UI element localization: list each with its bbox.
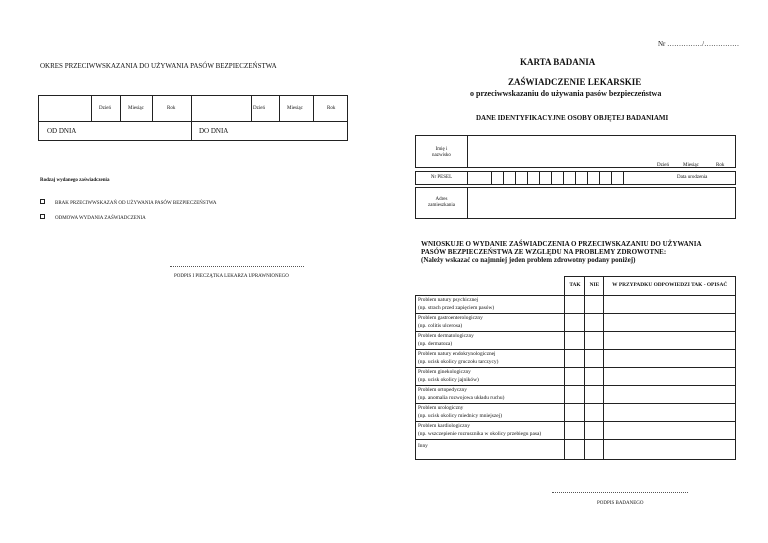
yes-cell[interactable]	[565, 422, 585, 440]
certificate-title: ZAŚWIADCZENIE LEKARSKIE	[508, 77, 642, 87]
request-line3: (Należy wskazać co najmniej jeden problem zdrowotny podany poniżej)	[421, 256, 636, 264]
address-label-line1: Adres	[435, 197, 448, 202]
table-row	[416, 440, 736, 460]
option-refusal-label: ODMOWA WYDANIA ZAŚWIADCZENIA	[55, 216, 146, 221]
period-day-label: Dzień	[99, 106, 111, 111]
health-problems-table	[415, 276, 736, 460]
checkbox-icon[interactable]	[40, 199, 45, 204]
table-row	[416, 296, 736, 314]
pesel-label: Nr PESEL	[430, 175, 453, 180]
problem-title: Problem gastroenterologiczny	[418, 315, 483, 321]
description-cell[interactable]	[604, 440, 736, 460]
description-cell[interactable]	[604, 314, 736, 332]
yes-cell[interactable]	[565, 368, 585, 386]
problem-title: Problem kardiologiczny	[418, 423, 470, 429]
table-header-row	[416, 277, 736, 296]
description-cell[interactable]	[604, 332, 736, 350]
pesel-field[interactable]	[415, 171, 736, 185]
certificate-subtitle: o przeciwwskazaniu do używania pasów bezpieczeństwa	[470, 89, 662, 98]
table-row	[416, 368, 736, 386]
problem-cell	[416, 440, 565, 460]
table-row	[416, 314, 736, 332]
patient-signature-label: PODPIS BADANEGO	[597, 501, 644, 506]
table-row	[416, 350, 736, 368]
birth-date-label: Data urodzenia	[677, 175, 708, 180]
no-cell[interactable]	[585, 296, 604, 314]
address-label-line2: zamieszkania	[428, 203, 455, 208]
yes-cell[interactable]	[565, 404, 585, 422]
table-row	[416, 332, 736, 350]
description-cell[interactable]	[604, 296, 736, 314]
document-number: Nr ……………/……………	[658, 40, 740, 48]
from-date-label: OD DNIA	[47, 127, 77, 135]
to-date-label: DO DNIA	[199, 127, 229, 135]
yes-cell[interactable]	[565, 386, 585, 404]
problem-cell	[416, 350, 565, 368]
left-title: OKRES PRZECIWWSKAZANIA DO UŻYWANIA PASÓW BEZPIECZEŃSTWA	[40, 62, 277, 70]
problem-example: (np. colitis ulcerosa)	[418, 322, 463, 329]
problem-example: (np. ucisk okolicy gruczołu tarczycy)	[418, 358, 499, 365]
header-empty	[416, 277, 565, 296]
problem-example: (np. ucisk okolicy jajników)	[418, 376, 479, 383]
problem-title: Problem urologiczny	[418, 405, 464, 411]
problem-cell	[416, 332, 565, 350]
period-box	[38, 95, 348, 141]
problem-example: (np. anomalia rozwojowa układu ruchu)	[418, 394, 505, 401]
header-yes: TAK	[565, 277, 585, 296]
yes-cell[interactable]	[565, 314, 585, 332]
problem-example: (np. dermatoza)	[418, 340, 453, 347]
request-line1: WNIOSKUJE O WYDANIE ZAŚWIADCZENIA O PRZECIWSKAZANIU DO UŻYWANIA	[421, 240, 702, 248]
no-cell[interactable]	[585, 332, 604, 350]
no-cell[interactable]	[585, 422, 604, 440]
period-year-label-2: Rok	[327, 106, 336, 111]
identity-title: DANE IDENTYFIKACYJNE OSOBY OBJĘTEJ BADANIAMI	[476, 114, 669, 122]
problem-title: Inny	[418, 443, 428, 449]
no-cell[interactable]	[585, 386, 604, 404]
period-month-label: Miesiąc	[128, 106, 144, 111]
description-cell[interactable]	[604, 350, 736, 368]
problem-cell	[416, 386, 565, 404]
yes-cell[interactable]	[565, 296, 585, 314]
name-label-line2: nazwisko	[432, 153, 451, 158]
problem-cell	[416, 368, 565, 386]
checkbox-icon[interactable]	[40, 214, 45, 219]
description-cell[interactable]	[604, 368, 736, 386]
problem-cell	[416, 296, 565, 314]
problem-example: (np. ucisk okolicy miednicy mniejszej)	[418, 412, 502, 419]
request-line2: PASÓW BEZPIECZEŃSTWA ZE WZGLĘDU NA PROBLEMY ZDROWOTNE:	[421, 248, 667, 256]
description-cell[interactable]	[604, 404, 736, 422]
description-cell[interactable]	[604, 422, 736, 440]
period-year-label: Rok	[167, 106, 176, 111]
option-refusal[interactable]	[40, 206, 146, 224]
problem-title: Problem ginekologiczny	[418, 369, 471, 375]
table-row	[416, 404, 736, 422]
problem-cell	[416, 404, 565, 422]
birth-month-label: Miesiąc	[683, 163, 699, 168]
description-cell[interactable]	[604, 386, 736, 404]
yes-cell[interactable]	[565, 350, 585, 368]
certificate-type-label: Rodzaj wydanego zaświadczenia	[40, 178, 110, 183]
no-cell[interactable]	[585, 314, 604, 332]
no-cell[interactable]	[585, 368, 604, 386]
no-cell[interactable]	[585, 404, 604, 422]
card-title: KARTA BADANIA	[520, 57, 596, 67]
doctor-signature-line	[170, 266, 304, 267]
problem-cell	[416, 314, 565, 332]
problem-example: (np. strach przed zapięciem pasów)	[418, 304, 495, 311]
header-description: W PRZYPADKU ODPOWIEDZI TAK - OPISAĆ	[604, 277, 736, 296]
table-row	[416, 422, 736, 440]
option-no-contraindication-label: BRAK PRZECIWWSKAZAŃ OD UŻYWANIA PASÓW BEZPIECZEŃSTWA	[55, 201, 217, 206]
request-text	[421, 240, 702, 264]
patient-signature-line	[552, 492, 688, 493]
address-field[interactable]	[415, 187, 736, 219]
problem-title: Problem dermatologiczny	[418, 333, 474, 339]
period-day-label-2: Dzień	[253, 106, 265, 111]
yes-cell[interactable]	[565, 332, 585, 350]
header-no: NIE	[585, 277, 604, 296]
no-cell[interactable]	[585, 440, 604, 460]
problem-example: (np. wszczepienie rozrusznika w okolicy przebiegu pasa)	[418, 430, 542, 437]
table-row	[416, 386, 736, 404]
problem-title: Problem natury endokrynologicznej	[418, 351, 496, 357]
no-cell[interactable]	[585, 350, 604, 368]
yes-cell[interactable]	[565, 440, 585, 460]
birth-year-label: Rok	[716, 163, 725, 168]
period-month-label-2: Miesiąc	[287, 106, 303, 111]
problem-title: Problem ortopedyczny	[418, 387, 467, 393]
problem-cell	[416, 422, 565, 440]
name-label-line1: Imię i	[435, 147, 448, 152]
birth-day-label: Dzień	[657, 163, 669, 168]
problem-title: Problem natury psychicznej	[418, 297, 479, 303]
doctor-signature-label: PODPIS I PIECZĄTKA LEKARZA UPRAWNIONEGO	[174, 274, 289, 279]
